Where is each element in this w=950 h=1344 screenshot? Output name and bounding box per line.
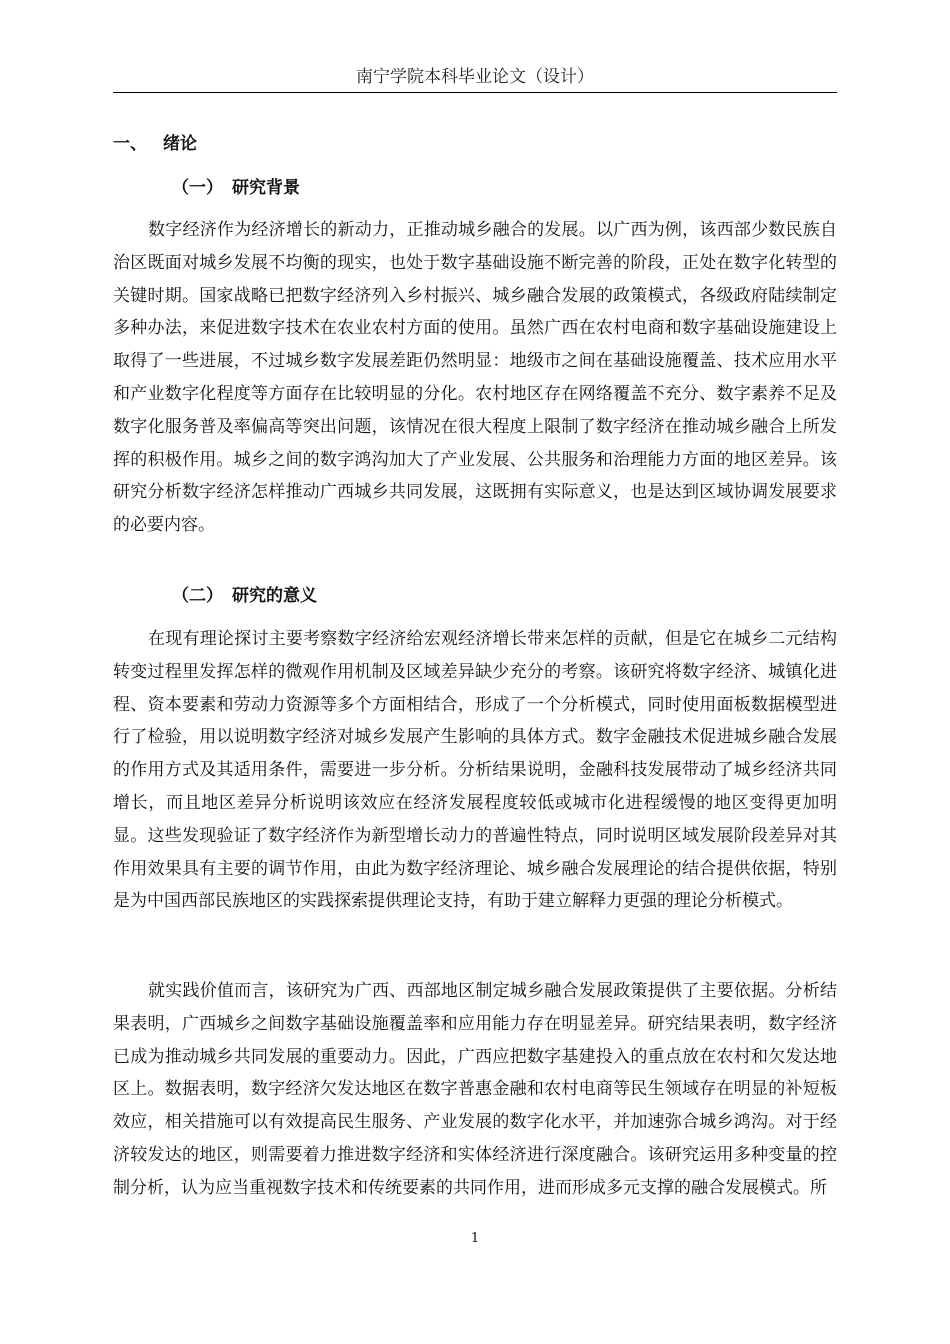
- section-title: 研究的意义: [232, 586, 317, 606]
- section-heading-significance: [172, 582, 317, 610]
- paragraph-background: 数字经济作为经济增长的新动力，正推动城乡融合的发展。以广西为例，该西部少数民族自治区既面对城乡发展不均衡的现实，也处于数字基础设施不断完善的阶段，正处在数字化转型的关键时期。国家战略已把数字经济列入乡村振兴、城乡融合发展的政策模式，各级政府陆续制定多种办法，来促进数字技术在农业农村方面的使用。虽然广西在农村电商和数字基础设施建设上取得了一些进展，不过城乡数字发展差距仍然明显：地级市之间在基础设施覆盖、技术应用水平和产业数字化程度等方面存在比较明显的分化。农村地区存在网络覆盖不充分、数字素养不足及数字化服务普及率偏高等突出问题，该情况在很大程度上限制了数字经济在推动城乡融合上所发挥的积极作用。城乡之间的数字鸿沟加大了产业发展、公共服务和治理能力方面的地区差异。该研究分析数字经济怎样推动广西城乡共同发展，这既拥有实际意义，也是达到区域协调发展要求的必要内容。: [113, 220, 837, 536]
- section-number: （二）: [172, 586, 223, 606]
- running-header: 南宁学院本科毕业论文（设计）: [356, 67, 594, 87]
- section-title: 研究背景: [232, 178, 300, 198]
- chapter-title: 绪论: [163, 134, 197, 154]
- section-heading-background: [172, 174, 300, 202]
- paragraph-practice: 就实践价值而言，该研究为广西、西部地区制定城乡融合发展政策提供了主要依据。分析结果表明，广西城乡之间数字基础设施覆盖率和应用能力存在明显差异。研究结果表明，数字经济已成为推动城乡共同发展的重要动力。因此，广西应把数字基建投入的重点放在农村和欠发达地区上。数据表明，数字经济欠发达地区在数字普惠金融和农村电商等民生领域存在明显的补短板效应，相关措施可以有效提高民生服务、产业发展的数字化水平，并加速弥合城乡鸿沟。对于经济较发达的地区，则需要着力推进数字经济和实体经济进行深度融合。该研究运用多种变量的控制分析，认为应当重视数字技术和传统要素的共同作用，进而形成多元支撑的融合发展模式。所: [113, 981, 837, 1198]
- section-number: （一）: [172, 178, 223, 198]
- header-rule: [113, 92, 837, 93]
- chapter-heading: [113, 130, 197, 158]
- page-number: 1: [470, 1231, 480, 1246]
- paragraph-theory: 在现有理论探讨主要考察数字经济给宏观经济增长带来怎样的贡献，但是它在城乡二元结构转变过程里发挥怎样的微观作用机制及区域差异缺少充分的考察。该研究将数字经济、城镇化进程、资本要素和劳动力资源等多个方面相结合，形成了一个分析模式，同时使用面板数据模型进行了检验，用以说明数字经济对城乡发展产生影响的具体方式。数字金融技术促进城乡融合发展的作用方式及其适用条件，需要进一步分析。分析结果说明，金融科技发展带动了城乡经济共同增长，而且地区差异分析说明该效应在经济发展程度较低或城市化进程缓慢的地区变得更加明显。这些发现验证了数字经济作为新型增长动力的普遍性特点，同时说明区域发展阶段差异对其作用效果具有主要的调节作用，由此为数字经济理论、城乡融合发展理论的结合提供依据，特别是为中国西部民族地区的实践探索提供理论支持，有助于建立解释力更强的理论分析模式。: [113, 629, 837, 912]
- chapter-number: 一、: [113, 134, 147, 154]
